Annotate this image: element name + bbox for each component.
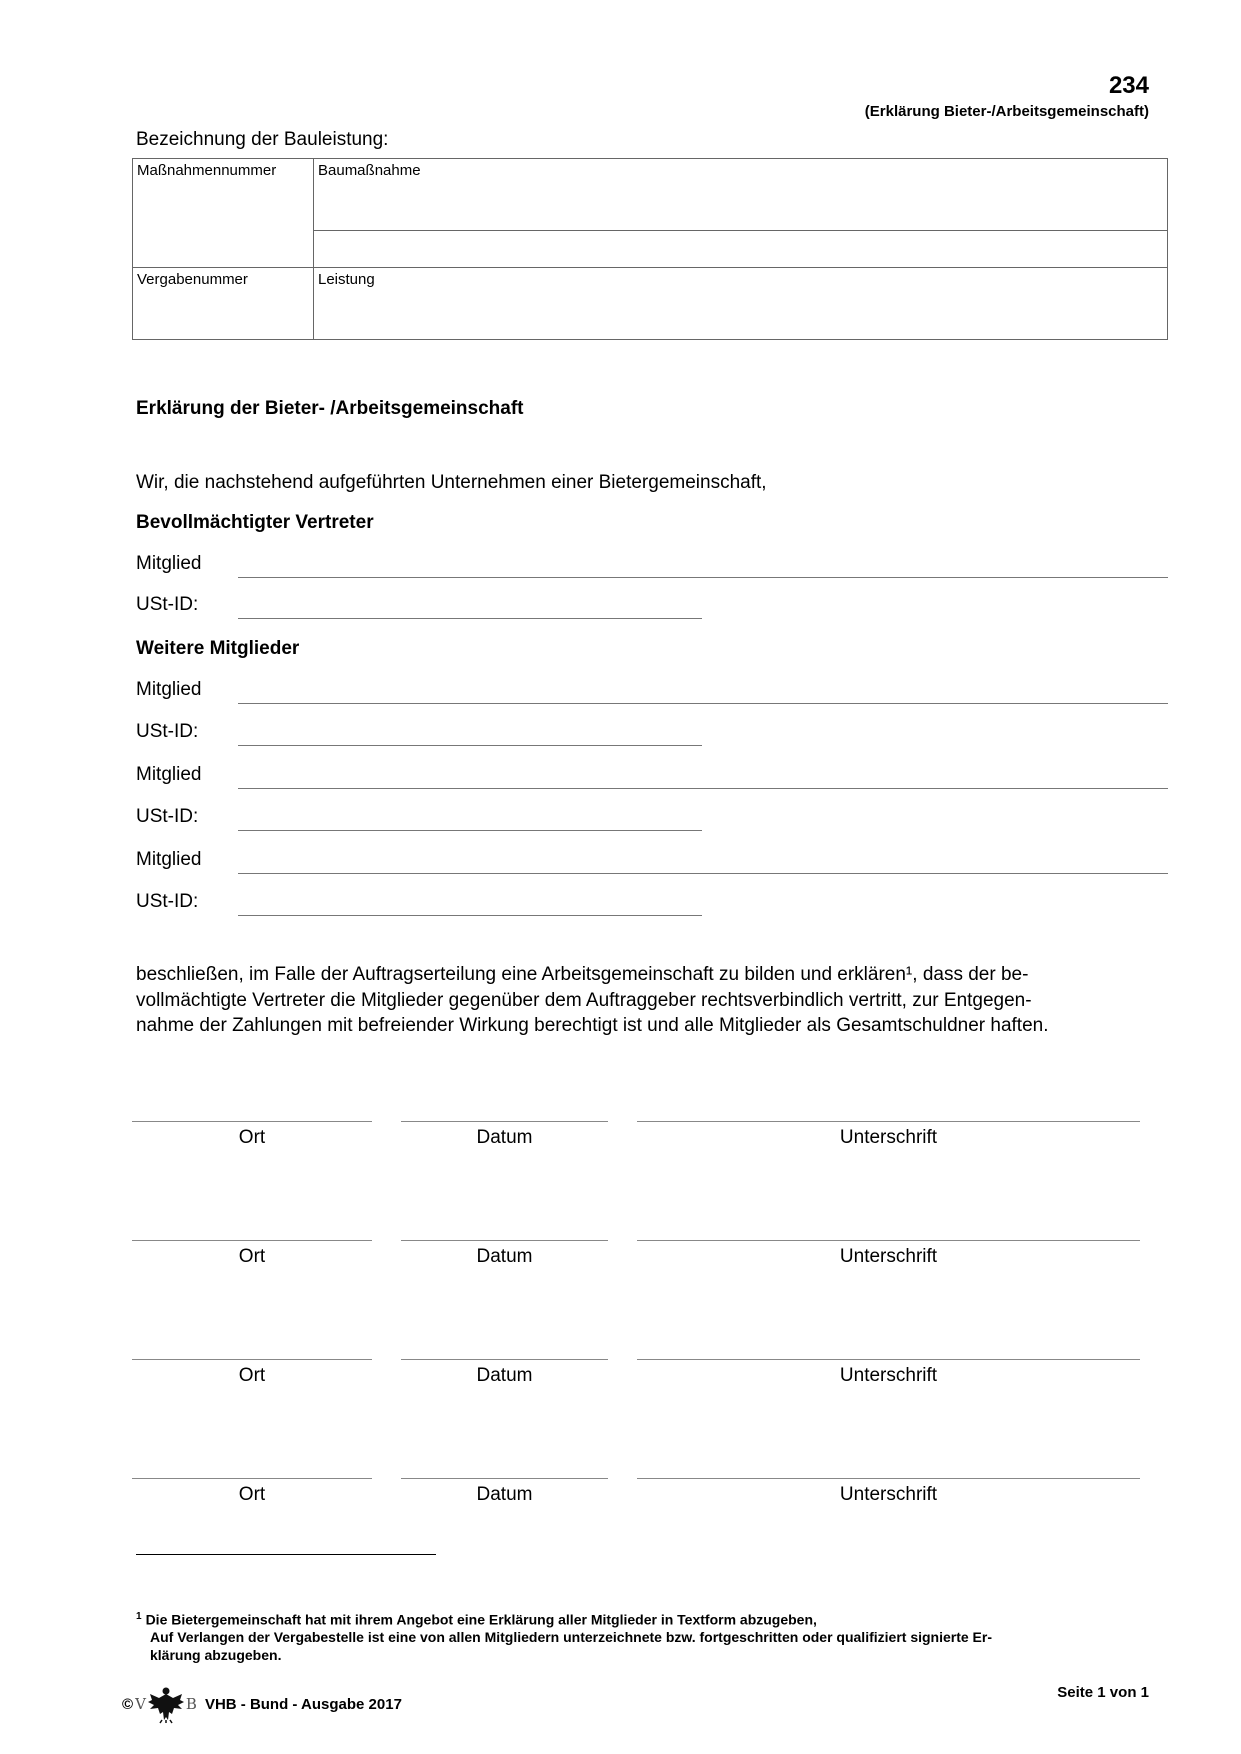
representative-ustid-field[interactable]	[238, 618, 702, 619]
unterschrift-label: Unterschrift	[839, 1365, 938, 1386]
datum-field[interactable]	[401, 1121, 608, 1122]
footer-edition: VHB - Bund - Ausgabe 2017	[204, 1695, 402, 1713]
datum-field[interactable]	[401, 1240, 608, 1241]
form-subtitle: (Erklärung Bieter-/Arbeitsgemeinschaft)	[864, 103, 1149, 120]
representative-heading: Bevollmächtigter Vertreter	[136, 512, 374, 533]
footnote-line: klärung abzugeben.	[150, 1646, 282, 1663]
declaration-intro: Wir, die nachstehend aufgeführten Unternehmen einer Bietergemeinschaft,	[136, 472, 767, 493]
member-label: Mitglied	[136, 764, 202, 785]
form-number: 234	[1108, 72, 1149, 99]
baumassnahme-cell[interactable]	[314, 159, 1168, 231]
vhb-logo	[135, 1684, 197, 1724]
leistung-cell[interactable]	[314, 268, 1168, 340]
vergabenummer-label: Vergabenummer	[137, 271, 248, 288]
unterschrift-label: Unterschrift	[839, 1246, 938, 1267]
ustid-label: USt-ID:	[136, 721, 199, 742]
baumassnahme-extra-cell[interactable]	[314, 231, 1168, 268]
footnote-line: Die Bietergemeinschaft hat mit ihrem Angebot eine Erklärung aller Mitglieder in Textform abzugeben,	[145, 1611, 817, 1628]
ustid-field[interactable]	[238, 830, 702, 831]
datum-label: Datum	[476, 1246, 533, 1267]
ustid-field[interactable]	[238, 915, 702, 916]
declaration-paragraph	[136, 962, 1136, 1039]
member-field[interactable]	[238, 703, 1168, 704]
unterschrift-field[interactable]	[637, 1478, 1140, 1479]
paragraph-line: vollmächtigte Vertreter die Mitglieder gegenüber dem Auftraggeber rechtsverbindlich vertritt, zur Entgegen-	[136, 989, 1032, 1011]
bauleistung-table	[132, 158, 1168, 340]
datum-field[interactable]	[401, 1478, 608, 1479]
bauleistung-label: Bezeichnung der Bauleistung:	[136, 129, 389, 150]
ort-label: Ort	[238, 1127, 266, 1148]
unterschrift-label: Unterschrift	[839, 1127, 938, 1148]
unterschrift-label: Unterschrift	[839, 1484, 938, 1505]
footer-left	[122, 1684, 402, 1724]
ort-field[interactable]	[132, 1478, 372, 1479]
footnote-line: Auf Verlangen der Vergabestelle ist eine von allen Mitgliedern unterzeichnete bzw. fortgeschritten oder qualifiziert signierte Er-	[150, 1629, 993, 1646]
ort-label: Ort	[238, 1484, 266, 1505]
member-label: Mitglied	[136, 849, 202, 870]
footnote-marker: 1	[136, 1611, 142, 1622]
baumassnahme-label: Baumaßnahme	[318, 162, 421, 179]
ustid-label: USt-ID:	[136, 594, 199, 615]
logo-letter-b: B	[185, 1695, 197, 1713]
representative-member-field[interactable]	[238, 577, 1168, 578]
copyright-symbol: ©	[122, 1695, 134, 1713]
members-heading: Weitere Mitglieder	[136, 638, 300, 659]
unterschrift-field[interactable]	[637, 1240, 1140, 1241]
datum-label: Datum	[476, 1365, 533, 1386]
ustid-label: USt-ID:	[136, 806, 199, 827]
member-label: Mitglied	[136, 679, 202, 700]
ort-label: Ort	[238, 1365, 266, 1386]
leistung-label: Leistung	[318, 271, 375, 288]
member-field[interactable]	[238, 873, 1168, 874]
footer-page-number: Seite 1 von 1	[1057, 1684, 1149, 1701]
unterschrift-field[interactable]	[637, 1121, 1140, 1122]
member-field[interactable]	[238, 788, 1168, 789]
member-label: Mitglied	[136, 553, 202, 574]
paragraph-line: nahme der Zahlungen mit befreiender Wirkung berechtigt ist und alle Mitglieder als Gesamtschuldner haften.	[136, 1015, 1049, 1037]
declaration-title: Erklärung der Bieter- /Arbeitsgemeinschaft	[136, 398, 524, 419]
ort-field[interactable]	[132, 1121, 372, 1122]
vergabenummer-cell[interactable]	[133, 268, 314, 340]
ort-field[interactable]	[132, 1240, 372, 1241]
federal-eagle-icon	[146, 1684, 186, 1724]
datum-label: Datum	[476, 1484, 533, 1505]
unterschrift-field[interactable]	[637, 1359, 1140, 1360]
footnote	[136, 1611, 1170, 1664]
datum-label: Datum	[476, 1127, 533, 1148]
ort-label: Ort	[238, 1246, 266, 1267]
logo-letter-v: V	[135, 1695, 146, 1713]
footnote-separator	[136, 1554, 436, 1555]
ustid-label: USt-ID:	[136, 891, 199, 912]
datum-field[interactable]	[401, 1359, 608, 1360]
paragraph-line: beschließen, im Falle der Auftragserteilung eine Arbeitsgemeinschaft zu bilden und erklären¹, dass der be-	[136, 964, 1029, 985]
ustid-field[interactable]	[238, 745, 702, 746]
massnahmennummer-cell[interactable]	[133, 159, 314, 268]
massnahmennummer-label: Maßnahmennummer	[137, 162, 277, 179]
ort-field[interactable]	[132, 1359, 372, 1360]
